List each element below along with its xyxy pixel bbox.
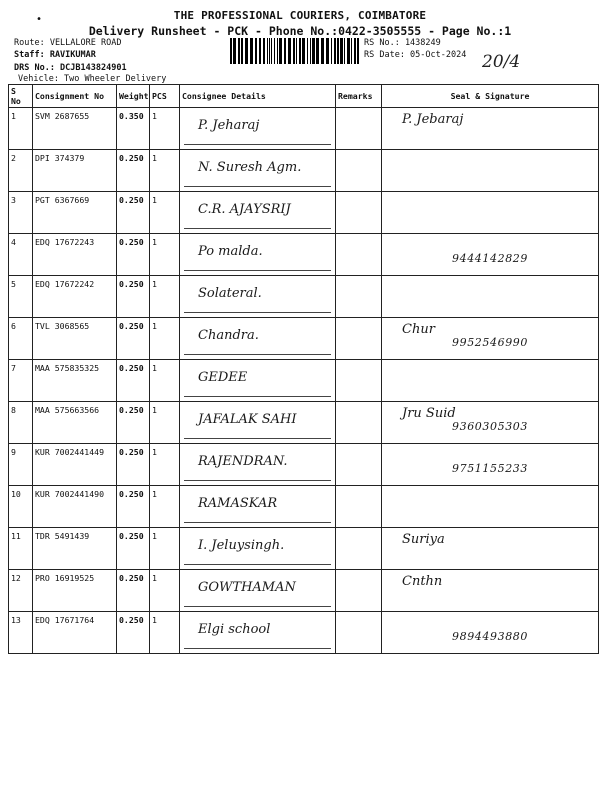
cell-sno: 2 <box>9 150 33 192</box>
col-header-signature: Seal & Signature <box>382 85 599 108</box>
col-header-weight: Weight <box>117 85 150 108</box>
cell-pcs: 1 <box>150 528 180 570</box>
handwritten-phone: 9751155233 <box>452 462 528 475</box>
cell-consignee <box>180 108 336 150</box>
handwritten-consignee: P. Jeharaj <box>198 118 260 133</box>
handwritten-phone: 9444142829 <box>452 252 528 265</box>
handwritten-signature: Chur <box>402 322 435 337</box>
cell-remarks <box>336 234 382 276</box>
cell-weight: 0.250 <box>117 612 150 654</box>
consignee-underline <box>184 270 331 271</box>
cell-weight: 0.250 <box>117 318 150 360</box>
consignee-underline <box>184 144 331 145</box>
cell-consignment-no: TVL 3068565 <box>33 318 117 360</box>
table-row <box>9 486 599 528</box>
cell-weight: 0.350 <box>117 108 150 150</box>
cell-consignee <box>180 192 336 234</box>
cell-signature <box>382 192 599 234</box>
cell-consignment-no: KUR 7002441490 <box>33 486 117 528</box>
consignee-underline <box>184 480 331 481</box>
cell-signature <box>382 528 599 570</box>
cell-consignee <box>180 150 336 192</box>
table-row <box>9 192 599 234</box>
rs-number: RS No.: 1438249 <box>364 38 441 48</box>
cell-signature <box>382 612 599 654</box>
cell-sno: 5 <box>9 276 33 318</box>
cell-pcs: 1 <box>150 486 180 528</box>
cell-sno: 12 <box>9 570 33 612</box>
table-row <box>9 360 599 402</box>
cell-sno: 11 <box>9 528 33 570</box>
cell-signature <box>382 108 599 150</box>
col-header-remarks: Remarks <box>336 85 382 108</box>
handwritten-signature: Cnthn <box>402 574 443 589</box>
cell-pcs: 1 <box>150 360 180 402</box>
col-header-pcs: PCS <box>150 85 180 108</box>
col-header-consignee: Consignee Details <box>180 85 336 108</box>
cell-remarks <box>336 444 382 486</box>
cell-remarks <box>336 360 382 402</box>
handwritten-consignee: GOWTHAMAN <box>198 580 296 595</box>
consignee-underline <box>184 228 331 229</box>
cell-consignment-no: DPI 374379 <box>33 150 117 192</box>
cell-sno: 13 <box>9 612 33 654</box>
cell-consignment-no: PRO 16919525 <box>33 570 117 612</box>
cell-pcs: 1 <box>150 192 180 234</box>
handwritten-phone: 9952546990 <box>452 336 528 349</box>
cell-signature <box>382 276 599 318</box>
table-row <box>9 276 599 318</box>
cell-sno: 1 <box>9 108 33 150</box>
cell-consignment-no: EDQ 17672242 <box>33 276 117 318</box>
stray-mark: • <box>36 14 43 25</box>
cell-consignee <box>180 360 336 402</box>
cell-sno: 8 <box>9 402 33 444</box>
cell-weight: 0.250 <box>117 402 150 444</box>
table-row <box>9 444 599 486</box>
cell-sno: 7 <box>9 360 33 402</box>
cell-sno: 4 <box>9 234 33 276</box>
handwritten-date: 20/4 <box>482 52 521 72</box>
cell-sno: 10 <box>9 486 33 528</box>
cell-consignment-no: MAA 575835325 <box>33 360 117 402</box>
company-title: THE PROFESSIONAL COURIERS, COIMBATORE <box>173 9 427 22</box>
cell-pcs: 1 <box>150 318 180 360</box>
table-row <box>9 234 599 276</box>
cell-signature <box>382 402 599 444</box>
cell-weight: 0.250 <box>117 234 150 276</box>
barcode-image <box>230 38 360 64</box>
cell-consignee <box>180 318 336 360</box>
cell-remarks <box>336 570 382 612</box>
handwritten-consignee: RAMASKAR <box>198 496 278 511</box>
table-row <box>9 108 599 150</box>
route-label: Route: VELLALORE ROAD <box>14 38 122 48</box>
vehicle-label: Vehicle: Two Wheeler Delivery <box>18 74 167 84</box>
consignee-underline <box>184 564 331 565</box>
cell-signature <box>382 444 599 486</box>
cell-signature <box>382 570 599 612</box>
cell-remarks <box>336 402 382 444</box>
cell-pcs: 1 <box>150 570 180 612</box>
handwritten-signature: Jru Suid <box>402 406 456 421</box>
consignee-underline <box>184 186 331 187</box>
consignee-underline <box>184 354 331 355</box>
cell-remarks <box>336 612 382 654</box>
cell-weight: 0.250 <box>117 276 150 318</box>
cell-pcs: 1 <box>150 276 180 318</box>
table-row <box>9 150 599 192</box>
handwritten-consignee: Elgi school <box>198 622 271 637</box>
handwritten-phone: 9360305303 <box>452 420 528 433</box>
cell-consignment-no: SVM 2687655 <box>33 108 117 150</box>
table-row <box>9 612 599 654</box>
consignee-underline <box>184 396 331 397</box>
cell-consignment-no: KUR 7002441449 <box>33 444 117 486</box>
col-header-consignment: Consignment No <box>33 85 117 108</box>
cell-consignee <box>180 486 336 528</box>
cell-remarks <box>336 486 382 528</box>
cell-weight: 0.250 <box>117 150 150 192</box>
cell-consignment-no: TDR 5491439 <box>33 528 117 570</box>
drs-number: DRS No.: DCJB143824901 <box>14 63 127 73</box>
handwritten-consignee: N. Suresh Agm. <box>198 160 302 175</box>
cell-remarks <box>336 192 382 234</box>
cell-weight: 0.250 <box>117 192 150 234</box>
cell-signature <box>382 318 599 360</box>
cell-consignee <box>180 444 336 486</box>
cell-signature <box>382 150 599 192</box>
cell-weight: 0.250 <box>117 444 150 486</box>
cell-remarks <box>336 528 382 570</box>
cell-pcs: 1 <box>150 402 180 444</box>
cell-consignee <box>180 234 336 276</box>
cell-sno: 3 <box>9 192 33 234</box>
handwritten-phone: 9894493880 <box>452 630 528 643</box>
cell-sno: 6 <box>9 318 33 360</box>
cell-sno: 9 <box>9 444 33 486</box>
consignee-underline <box>184 648 331 649</box>
cell-remarks <box>336 276 382 318</box>
cell-remarks <box>336 108 382 150</box>
cell-consignment-no: MAA 575663566 <box>33 402 117 444</box>
table-row <box>9 528 599 570</box>
cell-weight: 0.250 <box>117 486 150 528</box>
handwritten-consignee: RAJENDRAN. <box>198 454 288 469</box>
table-row <box>9 570 599 612</box>
cell-weight: 0.250 <box>117 360 150 402</box>
table-header-row <box>9 85 599 108</box>
cell-pcs: 1 <box>150 150 180 192</box>
cell-consignee <box>180 570 336 612</box>
cell-consignee <box>180 276 336 318</box>
consignee-underline <box>184 606 331 607</box>
handwritten-consignee: JAFALAK SAHI <box>198 412 297 427</box>
cell-consignment-no: EDQ 17672243 <box>33 234 117 276</box>
cell-weight: 0.250 <box>117 528 150 570</box>
staff-label: Staff: RAVIKUMAR <box>14 50 96 60</box>
cell-signature <box>382 360 599 402</box>
cell-consignee <box>180 402 336 444</box>
handwritten-signature: Suriya <box>402 532 445 547</box>
consignee-underline <box>184 312 331 313</box>
handwritten-consignee: Po malda. <box>198 244 263 259</box>
cell-pcs: 1 <box>150 612 180 654</box>
cell-signature <box>382 234 599 276</box>
col-header-sno: S No <box>9 85 33 108</box>
handwritten-consignee: GEDEE <box>198 370 248 385</box>
cell-remarks <box>336 318 382 360</box>
cell-weight: 0.250 <box>117 570 150 612</box>
cell-pcs: 1 <box>150 234 180 276</box>
cell-signature <box>382 486 599 528</box>
cell-pcs: 1 <box>150 444 180 486</box>
handwritten-consignee: I. Jeluysingh. <box>198 538 285 553</box>
cell-consignee <box>180 528 336 570</box>
handwritten-consignee: Solateral. <box>198 286 262 301</box>
cell-consignment-no: EDQ 17671764 <box>33 612 117 654</box>
table-row <box>9 318 599 360</box>
handwritten-consignee: C.R. AJAYSRIJ <box>198 202 291 217</box>
consignee-underline <box>184 522 331 523</box>
cell-remarks <box>336 150 382 192</box>
rs-date: RS Date: 05-Oct-2024 <box>364 50 467 60</box>
handwritten-signature: P. Jebaraj <box>402 112 464 127</box>
cell-consignment-no: PGT 6367669 <box>33 192 117 234</box>
cell-consignee <box>180 612 336 654</box>
cell-pcs: 1 <box>150 108 180 150</box>
runsheet-subtitle: Delivery Runsheet - PCK - Phone No.:0422-3505555 - Page No.:1 <box>88 24 512 38</box>
consignee-underline <box>184 438 331 439</box>
handwritten-consignee: Chandra. <box>198 328 259 343</box>
runsheet-table <box>8 84 599 654</box>
table-row <box>9 402 599 444</box>
